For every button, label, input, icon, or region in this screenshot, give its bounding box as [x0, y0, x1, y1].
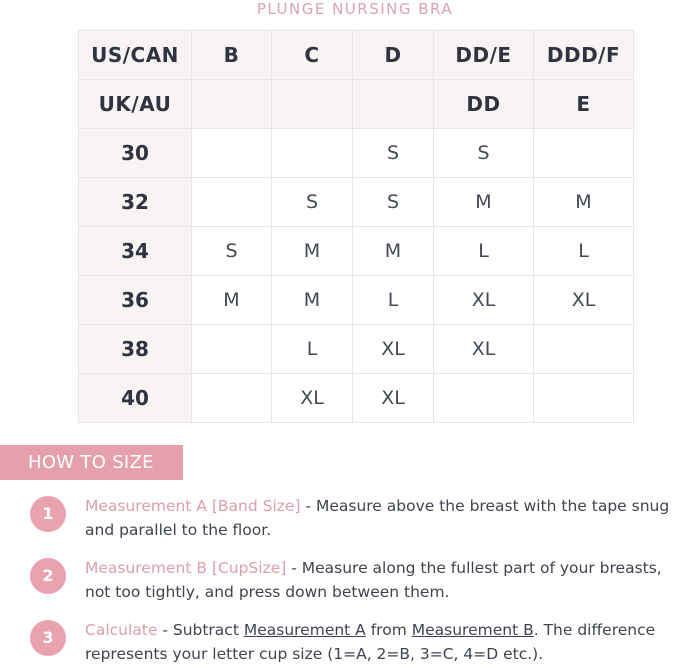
size-chart-table: [78, 30, 634, 423]
step-number-badge: 1: [30, 496, 66, 532]
size-cell: S: [272, 178, 353, 227]
table-row: [79, 227, 634, 276]
header-cell: [272, 80, 353, 129]
size-cell: L: [272, 325, 353, 374]
size-cell: M: [353, 227, 434, 276]
header-row-uk-au: [79, 80, 634, 129]
header-cell: US/CAN: [79, 31, 192, 80]
header-cell: E: [534, 80, 634, 129]
size-cell: XL: [272, 374, 353, 423]
table-row: [79, 325, 634, 374]
size-cell: [192, 129, 272, 178]
size-cell: [434, 374, 534, 423]
header-cell: UK/AU: [79, 80, 192, 129]
step-description: - Measure above the breast with the tape snug and parallel to the floor.: [85, 497, 670, 539]
size-cell: L: [353, 276, 434, 325]
band-size-cell: 40: [79, 374, 192, 423]
step-highlight: Measurement A [Band Size]: [85, 497, 301, 515]
size-cell: XL: [434, 276, 534, 325]
measurement-b-ref: Measurement B: [411, 621, 534, 639]
header-cell: C: [272, 31, 353, 80]
band-size-cell: 34: [79, 227, 192, 276]
step-description: . The difference represents your letter cup size (1=A, 2=B, 3=C, 4=D etc.).: [85, 621, 656, 663]
step-highlight: Measurement B [CupSize]: [85, 559, 287, 577]
table-row: [79, 374, 634, 423]
size-cell: M: [192, 276, 272, 325]
band-size-cell: 36: [79, 276, 192, 325]
step-description: - Subtract: [157, 621, 244, 639]
size-cell: XL: [353, 325, 434, 374]
table-row: [79, 129, 634, 178]
size-cell: M: [534, 178, 634, 227]
size-cell: [534, 325, 634, 374]
measurement-a-ref: Measurement A: [243, 621, 366, 639]
size-cell: M: [272, 276, 353, 325]
size-cell: S: [434, 129, 534, 178]
size-cell: L: [434, 227, 534, 276]
step-number-badge: 3: [30, 620, 66, 656]
size-cell: [534, 374, 634, 423]
header-cell: B: [192, 31, 272, 80]
size-cell: XL: [353, 374, 434, 423]
step-highlight: Calculate: [85, 621, 158, 639]
size-cell: [192, 325, 272, 374]
header-cell: [353, 80, 434, 129]
table-row: [79, 178, 634, 227]
size-cell: [192, 374, 272, 423]
size-cell: S: [353, 129, 434, 178]
table-row: [79, 276, 634, 325]
size-cell: L: [534, 227, 634, 276]
how-to-size-banner: HOW TO SIZE: [0, 445, 183, 480]
step-text: [85, 618, 679, 666]
step-description: from: [365, 621, 412, 639]
step-text: [85, 556, 679, 604]
size-cell: [534, 129, 634, 178]
size-cell: M: [434, 178, 534, 227]
header-row-us-can: [79, 31, 634, 80]
size-cell: XL: [434, 325, 534, 374]
step-text: [85, 494, 679, 542]
header-cell: D: [353, 31, 434, 80]
size-cell: M: [272, 227, 353, 276]
band-size-cell: 38: [79, 325, 192, 374]
header-cell: [192, 80, 272, 129]
step-description: - Measure along the fullest part of your breasts, not too tightly, and press down between them.: [85, 559, 662, 601]
page-title: PLUNGE NURSING BRA: [256, 0, 454, 18]
size-cell: XL: [534, 276, 634, 325]
size-cell: [192, 178, 272, 227]
size-cell: S: [192, 227, 272, 276]
header-cell: DD/E: [434, 31, 534, 80]
header-cell: DDD/F: [534, 31, 634, 80]
step-number-badge: 2: [30, 558, 66, 594]
header-cell: DD: [434, 80, 534, 129]
band-size-cell: 32: [79, 178, 192, 227]
size-cell: S: [353, 178, 434, 227]
band-size-cell: 30: [79, 129, 192, 178]
size-cell: [272, 129, 353, 178]
